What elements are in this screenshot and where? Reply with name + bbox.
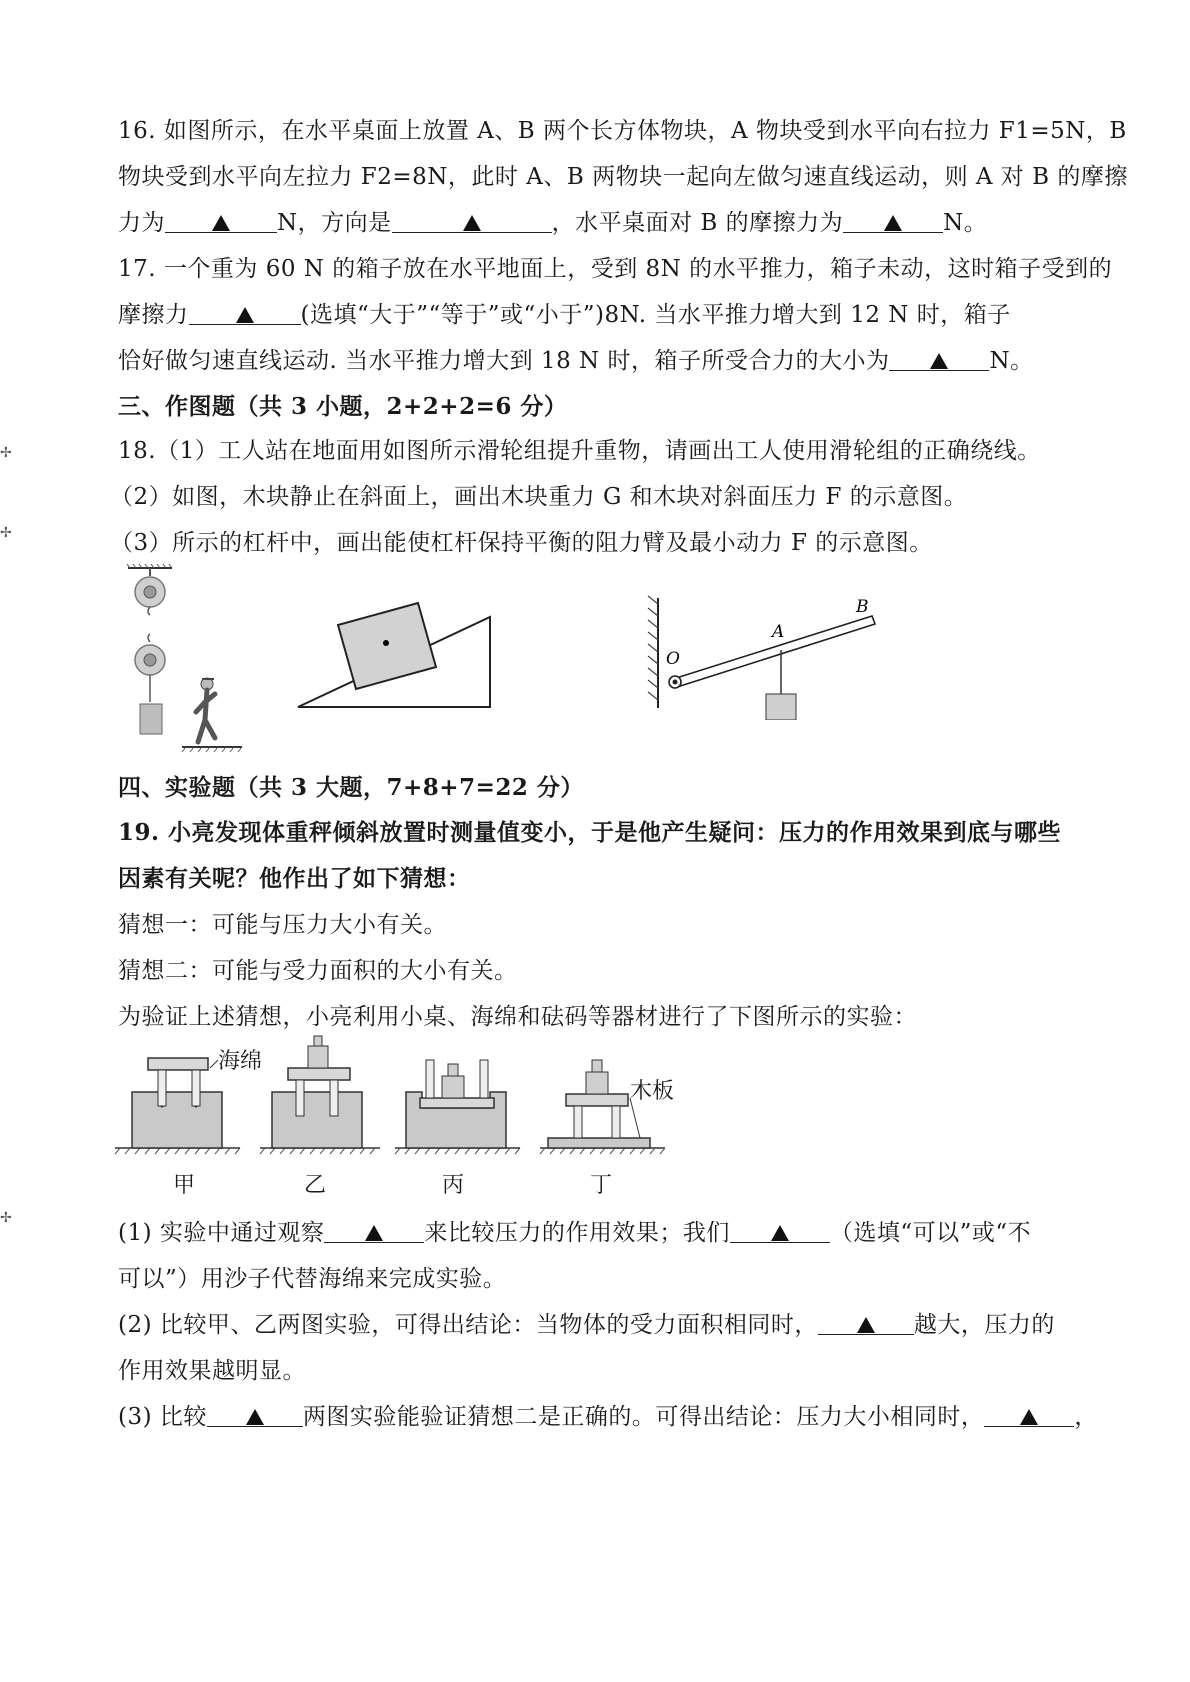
q19-1-line2: 可以”）用沙子代替海绵来完成实验。 (118, 1266, 507, 1292)
section-heading: 四、实验题（共 3 大题，7+8+7=22 分） (118, 774, 584, 801)
caption-bing: 丙 (442, 1173, 465, 1198)
q16-line1: 16. 如图所示，在水平桌面上放置 A、B 两个长方体物块，A 物块受到水平向右拉力 F1=5N，B (118, 118, 1127, 144)
binding-mark: ✢ (0, 445, 12, 461)
q16-text: 力为 (118, 210, 165, 236)
q19-2-line2: 作用效果越明显。 (118, 1358, 306, 1384)
triangle-icon (771, 1225, 789, 1241)
triangle-icon (246, 1409, 264, 1425)
q19-1-text: （选填“可以”或“不 (829, 1220, 1032, 1246)
q19-guess2: 猜想二：可能与受力面积的大小有关。 (118, 958, 518, 984)
q16-text: N。 (943, 210, 988, 236)
q19-3-text: ， (1074, 1404, 1098, 1430)
q17-text: 恰好做匀速直线运动. 当水平推力增大到 18 N 时，箱子所受合力的大小为 (118, 348, 890, 374)
caption-ding: 丁 (590, 1173, 613, 1198)
q19-line1: 19. 小亮发现体重秤倾斜放置时测量值变小，于是他产生疑问：压力的作用效果到底与哪些 (118, 819, 1062, 846)
lever-label-b: B (856, 597, 869, 617)
q16-line3 (118, 208, 987, 238)
q17-line2 (118, 300, 1011, 330)
answer-blank[interactable] (165, 208, 277, 233)
q19-line3: 为验证上述猜想，小亮利用小桌、海绵和砝码等器材进行了下图所示的实验： (118, 1004, 917, 1030)
section-heading: 三、作图题（共 3 小题，2+2+2=6 分） (118, 393, 568, 420)
answer-blank[interactable] (843, 208, 943, 233)
q19-1-text: (1) 实验中通过观察 (118, 1220, 325, 1246)
triangle-icon (365, 1225, 383, 1241)
lever-label-o: O (666, 649, 680, 669)
triangle-icon (884, 215, 902, 231)
answer-blank[interactable] (324, 1218, 424, 1243)
binding-mark: ✢ (0, 1210, 12, 1226)
q18-line3: （3）所示的杠杆中，画出能使杠杆保持平衡的阻力臂及最小动力 F 的示意图。 (110, 530, 933, 556)
q19-1-line1 (118, 1218, 1031, 1248)
q19-3-text: (3) 比较 (118, 1404, 207, 1430)
lever-label-a: A (772, 622, 785, 642)
q17-text: (选填“大于”“等于”或“小于”)8N. 当水平推力增大到 12 N 时，箱子 (300, 302, 1011, 328)
pressure-experiment-figure (110, 1030, 670, 1165)
label-sponge: 海绵 (218, 1049, 263, 1074)
caption-yi: 乙 (304, 1173, 327, 1198)
q16-text: N，方向是 (277, 210, 392, 236)
triangle-icon (212, 215, 230, 231)
answer-blank[interactable] (207, 1402, 303, 1427)
caption-jia: 甲 (173, 1173, 196, 1198)
q19-2-line1 (118, 1310, 1055, 1340)
pulley-figure (120, 562, 260, 762)
q17-line1: 17. 一个重为 60 N 的箱子放在水平地面上，受到 8N 的水平推力，箱子未动，这时箱子受到的 (118, 256, 1113, 282)
binding-mark: ✢ (0, 525, 12, 541)
q17-line3 (118, 346, 1034, 376)
q17-text: N。 (989, 348, 1034, 374)
answer-blank[interactable] (889, 346, 989, 371)
q18-line1: 18.（1）工人站在地面用如图所示滑轮组提升重物，请画出工人使用滑轮组的正确绕线。 (118, 438, 1041, 464)
answer-blank[interactable] (818, 1310, 914, 1335)
triangle-icon (236, 307, 254, 323)
q16-line2: 物块受到水平向左拉力 F2=8N，此时 A、B 两物块一起向左做匀速直线运动，则 A 对 B 的摩擦 (118, 164, 1128, 190)
answer-blank[interactable] (189, 300, 301, 325)
triangle-icon (463, 215, 481, 231)
q19-guess1: 猜想一：可能与压力大小有关。 (118, 912, 447, 938)
answer-blank[interactable] (392, 208, 552, 233)
lever-figure (640, 590, 900, 720)
triangle-icon (930, 353, 948, 369)
answer-blank[interactable] (730, 1218, 830, 1243)
q19-2-text: (2) 比较甲、乙两图实验，可得出结论：当物体的受力面积相同时， (118, 1312, 818, 1338)
q19-line2: 因素有关呢？他作出了如下猜想： (118, 865, 471, 892)
q19-3-line1 (118, 1402, 1098, 1432)
q17-text: 摩擦力 (118, 302, 189, 328)
triangle-icon (1020, 1409, 1038, 1425)
q19-1-text: 来比较压力的作用效果；我们 (424, 1220, 730, 1246)
q16-text: ，水平桌面对 B 的摩擦力为 (551, 210, 844, 236)
label-board: 木板 (630, 1079, 675, 1104)
incline-figure (290, 595, 505, 715)
q19-2-text: 越大，压力的 (913, 1312, 1055, 1338)
answer-blank[interactable] (984, 1402, 1074, 1427)
triangle-icon (857, 1317, 875, 1333)
q18-line2: （2）如图，木块静止在斜面上，画出木块重力 G 和木块对斜面压力 F 的示意图。 (110, 484, 968, 510)
q19-3-text: 两图实验能验证猜想二是正确的。可得出结论：压力大小相同时， (302, 1404, 985, 1430)
